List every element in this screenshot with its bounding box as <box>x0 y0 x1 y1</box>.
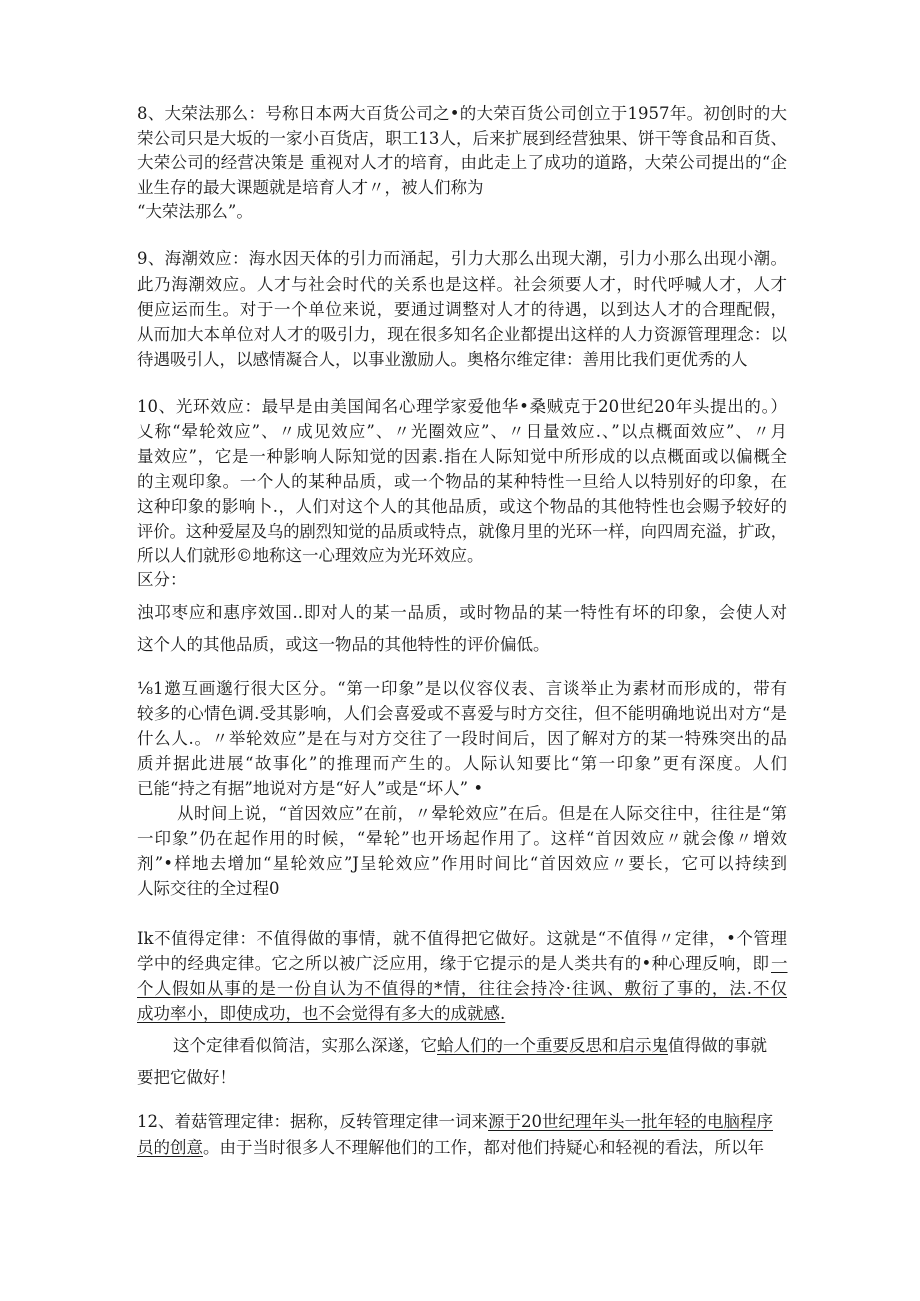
compare-line-5: 已能“持之有据”地说对方是“好人”或是“坏人” • <box>137 779 484 798</box>
contrast-line-1: 浊邛枣应和惠序效国..即对人的某一品质，或时物品的某一特性有坏的印象，会使人对 <box>137 603 787 622</box>
section-8-line-1: 8、大荣法那么：号称日本两大百货公司之•的大荣百货公司创立于1957年。初创时的大 <box>137 104 787 123</box>
section-11-line-4: 成功率小，即使成功，也不会觉得有多大的成就感. <box>137 1004 506 1023</box>
section-11-line-2-underlined-start: 一 <box>771 954 788 973</box>
section-9-line-5: 待遇吸引人，以感情凝合人，以事业激励人。奥格尔维定律：善用比我们更优秀的人 <box>137 350 748 369</box>
section-11-end: 要把它做好！ <box>137 1068 236 1087</box>
section-9-line-3: 便应运而生。对于一个单位来说，要通过调整对人才的待遇，以到达人才的合理配假， <box>137 300 787 319</box>
compare-line-6: 从时间上说，“首因效应”在前，〃晕轮效应”在后。但是在人际交往中，往往是“第 <box>177 804 787 823</box>
compare-line-1: ⅛1邀互画邈行很大区分。“第一印象”是以仪容仪表、言谈举止为素材而形成的，带有 <box>137 679 787 698</box>
section-8-line-2: 荣公司只是大坂的一家小百货店，职工13人，后来扩展到经营独果、饼干等食品和百货、 <box>137 129 787 148</box>
section-10-line-5: 这种印象的影响卜.，人们对这个人的其他品质，或这个物品的其他特性也会赐予较好的 <box>137 497 787 516</box>
compare-line-4: 质并据此进展“故事化”的推理而产生的。人际认知要比“第一印象”更有深度。人们 <box>137 754 787 773</box>
section-11-conclusion-underlined: 蛤人们的一个重要反思和启示鬼 <box>437 1036 668 1055</box>
compare-line-2: 较多的心情色调.受其影响，人们会喜爱或不喜爱与时方交往，但不能明确地说出对方“是 <box>137 704 787 723</box>
section-11-line-2: 学中的经典定律。它之所以被广泛应用，缘于它提示的是人类共有的•种心理反响，即 <box>137 954 769 973</box>
section-12-line-2-underlined: 员的创意 <box>137 1138 203 1157</box>
section-8-line-4: 业生存的最大课题就是培育人才〃，被人们称为 <box>137 178 484 197</box>
section-11-line-3: 个人假如从事的是一份自认为不值得的*情，往往会持冷·往讽、敷衍了事的，法.不仅 <box>137 979 787 998</box>
section-10-line-7: 所以人们就形©地称这一心理效应为光环效应。 <box>137 546 484 565</box>
section-11-conclusion <box>173 1036 787 1056</box>
section-10-line-3: 量效应”，它是一种影响人际知觉的因素.指在人际知觉中所形成的以点概面或以偏概全 <box>137 447 787 466</box>
section-12-line-1 <box>137 1112 787 1132</box>
section-9-line-2: 此乃海潮效应。人才与社会时代的关系也是这样。社会须要人才，时代呼喊人才，人才 <box>137 275 787 294</box>
compare-line-9: 人际交往的全过程0 <box>137 879 280 898</box>
section-10-line-4: 的主观印象。一个人的某种品质，或一个物品的某种特性一旦给人以特别好的印象，在 <box>137 472 787 491</box>
compare-line-7: 一印象”仍在起作用的时候，“晕轮”也开场起作用了。这样“首因效应〃就会像〃增效 <box>137 829 787 848</box>
section-8-line-5: “大荣法那么”。 <box>137 202 253 221</box>
compare-line-8: 剂”•样地去增加“星轮效应”J呈轮效应”作用时间比“首因效应〃要长，它可以持续到 <box>137 854 787 873</box>
section-11-conclusion-post: 值得做的事就 <box>668 1036 767 1055</box>
contrast-line-2: 这个人的其他品质，或这一物品的其他特性的评价偏低。 <box>137 635 550 654</box>
section-12-line-1-underlined: 源于20世纪理年头一批年轻的电脑程序 <box>488 1112 773 1131</box>
section-12-line-2 <box>137 1138 787 1158</box>
section-10-line-6: 评价。这种爱屋及乌的剧烈知觉的品质或特点，就像月里的光环一样，向四周充溢，扩政， <box>137 522 787 541</box>
compare-line-3: 什么人.。〃举轮效应”是在与对方交往了一段时间后，因了解对方的某一特殊突出的品 <box>137 729 787 748</box>
section-12-line-2-post: 。由于当时很多人不理解他们的工作，都对他们持疑心和轻视的看法，所以年 <box>203 1138 764 1157</box>
section-9-line-4: 从而加大本单位对人才的吸引力，现在很多知名企业都提出这样的人力资源管理理念：以 <box>137 325 787 344</box>
section-12-line-1-pre: 12、着菇管理定律：据称，反转管理定律一词来 <box>137 1112 488 1131</box>
section-8-line-3: 大荣公司的经营决策是 重视对人才的培育，由此走上了成功的道路，大荣公司提出的“企 <box>137 153 787 172</box>
section-9-line-1: 9、海潮效应：海水因天体的引力而涌起，引力大那么出现大潮，引力小那么出现小潮。 <box>137 249 787 268</box>
section-10-line-1: 10、光环效应：最早是由美国闻名心理学家爱他华•桑贼克于20世纪20年头提出的。） <box>137 397 787 416</box>
distinction-label: 区分： <box>137 570 187 589</box>
section-10-line-2: 乂称“晕轮效应”、〃成见效应”、〃光圈效应”、〃日量效应.、”以点概面效应”、〃月 <box>137 422 787 441</box>
section-11-conclusion-pre: 这个定律看似简洁，实那么深遂，它 <box>173 1036 437 1055</box>
section-11-line-1: Ik不值得定律：不值得做的事情，就不值得把它做好。这就是“不值得〃定律，•个管理 <box>137 929 787 948</box>
